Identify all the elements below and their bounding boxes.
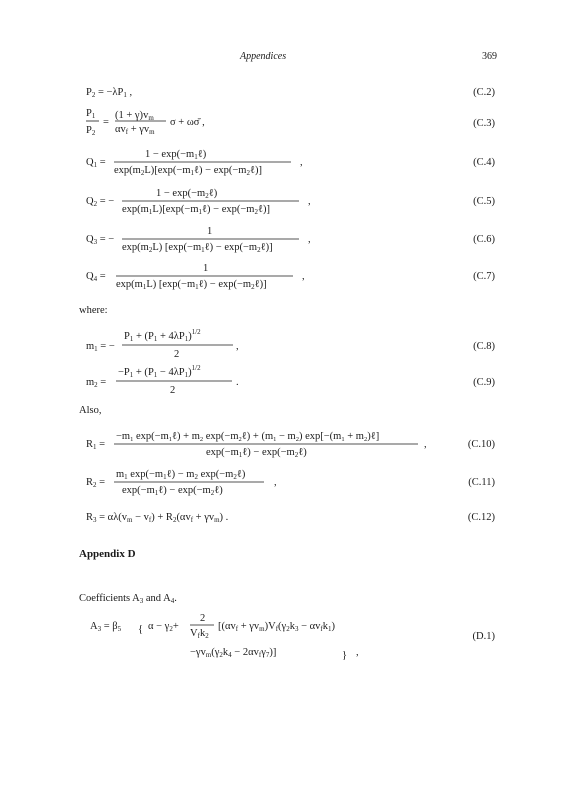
- svg-text:Q4 =: Q4 =: [86, 271, 106, 283]
- svg-text:Q2 = −: Q2 = −: [86, 196, 115, 208]
- equation-c4-formula: [86, 148, 416, 188]
- svg-text:1: 1: [203, 263, 209, 274]
- equation-c4: [86, 148, 495, 182]
- svg-text:.: .: [236, 377, 239, 388]
- equation-number: (C.8): [473, 341, 495, 352]
- svg-text:,: ,: [356, 647, 359, 658]
- svg-text:Vfk2: Vfk2: [190, 628, 209, 640]
- equation-c3: [86, 106, 495, 140]
- coefficients-intro-text: [79, 590, 279, 606]
- where-text: where:: [79, 305, 108, 316]
- svg-text:P1: P1: [86, 108, 96, 120]
- equation-c8: [86, 328, 495, 362]
- svg-text:(1 + γ)vm: (1 + γ)vm: [115, 110, 154, 122]
- svg-text:m2 =: m2 =: [86, 377, 107, 389]
- equation-number: (C.9): [473, 377, 495, 388]
- svg-text:}: }: [342, 650, 348, 661]
- equation-c10: [86, 430, 495, 464]
- svg-text:Q1 =: Q1 =: [86, 157, 106, 169]
- svg-text:m1 exp(−m1ℓ) − m2 exp(−m2ℓ): m1 exp(−m1ℓ) − m2 exp(−m2ℓ): [116, 469, 246, 481]
- equation-number: (C.10): [467, 439, 495, 450]
- svg-text:−m1 exp(−m1ℓ) + m2 exp(−m2ℓ) +: −m1 exp(−m1ℓ) + m2 exp(−m2ℓ) + (m1 − m2) exp[−(m1 + m2)ℓ]: [116, 431, 380, 443]
- svg-text:exp(m1L) [exp(−m1ℓ) − exp(−m2ℓ: exp(m1L) [exp(−m1ℓ) − exp(−m2ℓ)]: [116, 279, 267, 291]
- svg-text:,: ,: [302, 271, 305, 282]
- equation-c7: [86, 262, 495, 296]
- equation-c9-formula: [86, 364, 416, 404]
- svg-text:exp(m2L)[exp(−m1ℓ) − exp(−m2ℓ): exp(m2L)[exp(−m1ℓ) − exp(−m2ℓ)]: [114, 165, 262, 177]
- svg-text:σ + ωσ̄ ,: σ + ωσ̄ ,: [170, 117, 205, 128]
- svg-text:R2 =: R2 =: [86, 477, 106, 489]
- equation-number: (C.2): [473, 87, 495, 98]
- svg-text:−γvm(γ2k4 − 2αvfγ7)]: −γvm(γ2k4 − 2αvfγ7)]: [190, 647, 277, 659]
- svg-text:α − γ2+: α − γ2+: [148, 621, 179, 633]
- svg-text:exp(−m1ℓ) − exp(−m2ℓ): exp(−m1ℓ) − exp(−m2ℓ): [206, 447, 307, 459]
- equation-number: (D.1): [472, 631, 495, 642]
- equation-number: (C.6): [473, 234, 495, 245]
- running-header-title: Appendices: [240, 51, 287, 62]
- equation-c3-formula: [86, 106, 416, 146]
- equation-c7-formula: [86, 262, 416, 302]
- svg-text:R3 = αλ(vm − vf) + R2(αvf + γv: R3 = αλ(vm − vf) + R2(αvf + γvm) .: [86, 512, 229, 524]
- svg-text:Q3 = −: Q3 = −: [86, 234, 115, 246]
- equation-c6: [86, 225, 495, 259]
- equation-number: (C.7): [473, 271, 495, 282]
- equation-number: (C.11): [468, 477, 495, 488]
- coefficients-intro: [79, 590, 279, 609]
- equation-number: (C.12): [467, 512, 495, 523]
- svg-text:P1 + (P1 + 4λP1)1/2: $P1 + (P1 + 4\lambda P1)^{1/2}$: [124, 328, 201, 343]
- svg-text:P2: P2: [86, 125, 96, 137]
- equation-d1: [86, 611, 495, 671]
- appendix-d-heading: Appendix D: [79, 548, 136, 560]
- svg-text:1: 1: [207, 226, 213, 237]
- equation-c5-formula: [86, 187, 416, 227]
- svg-text:R1 =: R1 =: [86, 439, 106, 451]
- svg-text:2: 2: [174, 349, 180, 360]
- svg-text:[(αvf + γvm)Vf(γ2k3 − αvfk1): [(αvf + γvm)Vf(γ2k3 − αvfk1): [218, 621, 335, 633]
- equation-number: (C.3): [473, 118, 495, 129]
- equation-c10-formula: [86, 430, 431, 470]
- also-text: Also,: [79, 405, 102, 416]
- equation-c6-formula: [86, 225, 416, 265]
- equation-c11: [86, 468, 495, 502]
- svg-text:m1 = −: m1 = −: [86, 341, 115, 353]
- svg-text:Coefficients A3 and A4.: Coefficients A3 and A4.: [79, 593, 177, 605]
- svg-text:exp(−m1ℓ) − exp(−m2ℓ): exp(−m1ℓ) − exp(−m2ℓ): [122, 485, 223, 497]
- svg-text:=: =: [103, 117, 109, 128]
- equation-c8-formula: [86, 328, 416, 368]
- svg-text:,: ,: [236, 341, 239, 352]
- equation-d1-formula: [86, 611, 416, 671]
- svg-text:,: ,: [308, 234, 311, 245]
- svg-text:1 − exp(−m1ℓ): 1 − exp(−m1ℓ): [145, 149, 207, 161]
- svg-text:αvf + γvm: αvf + γvm: [115, 124, 155, 136]
- svg-text:,: ,: [300, 157, 303, 168]
- equation-c9: [86, 364, 495, 398]
- svg-text:exp(m1L)[exp(−m1ℓ) − exp(−m2ℓ): exp(m1L)[exp(−m1ℓ) − exp(−m2ℓ)]: [122, 204, 270, 216]
- svg-text:,: ,: [424, 439, 427, 450]
- page-number: 369: [482, 51, 497, 62]
- svg-text:2: 2: [170, 385, 176, 396]
- svg-text:1 − exp(−m2ℓ): 1 − exp(−m2ℓ): [156, 188, 218, 200]
- equation-c12-formula: [86, 509, 416, 549]
- svg-text:exp(m2L) [exp(−m1ℓ) − exp(−m2ℓ: exp(m2L) [exp(−m1ℓ) − exp(−m2ℓ)]: [122, 242, 273, 254]
- equation-c5: [86, 187, 495, 221]
- equation-number: (C.4): [473, 157, 495, 168]
- svg-text:,: ,: [308, 196, 311, 207]
- equation-number: (C.5): [473, 196, 495, 207]
- svg-text:2: 2: [200, 613, 206, 624]
- equation-c12: [86, 509, 495, 543]
- svg-text:−P1 + (P1 − 4λP1)1/2: $-P1 + (P1 - 4\lambda P1)^{1/2}$: [118, 364, 201, 379]
- svg-text:,: ,: [274, 477, 277, 488]
- svg-text:P2 = −λP1 ,: P2 = −λP1 ,: [86, 87, 133, 99]
- equation-c11-formula: [86, 468, 416, 508]
- svg-text:{: {: [138, 624, 144, 635]
- svg-text:A3 = β5: A3 = β5: [90, 621, 122, 633]
